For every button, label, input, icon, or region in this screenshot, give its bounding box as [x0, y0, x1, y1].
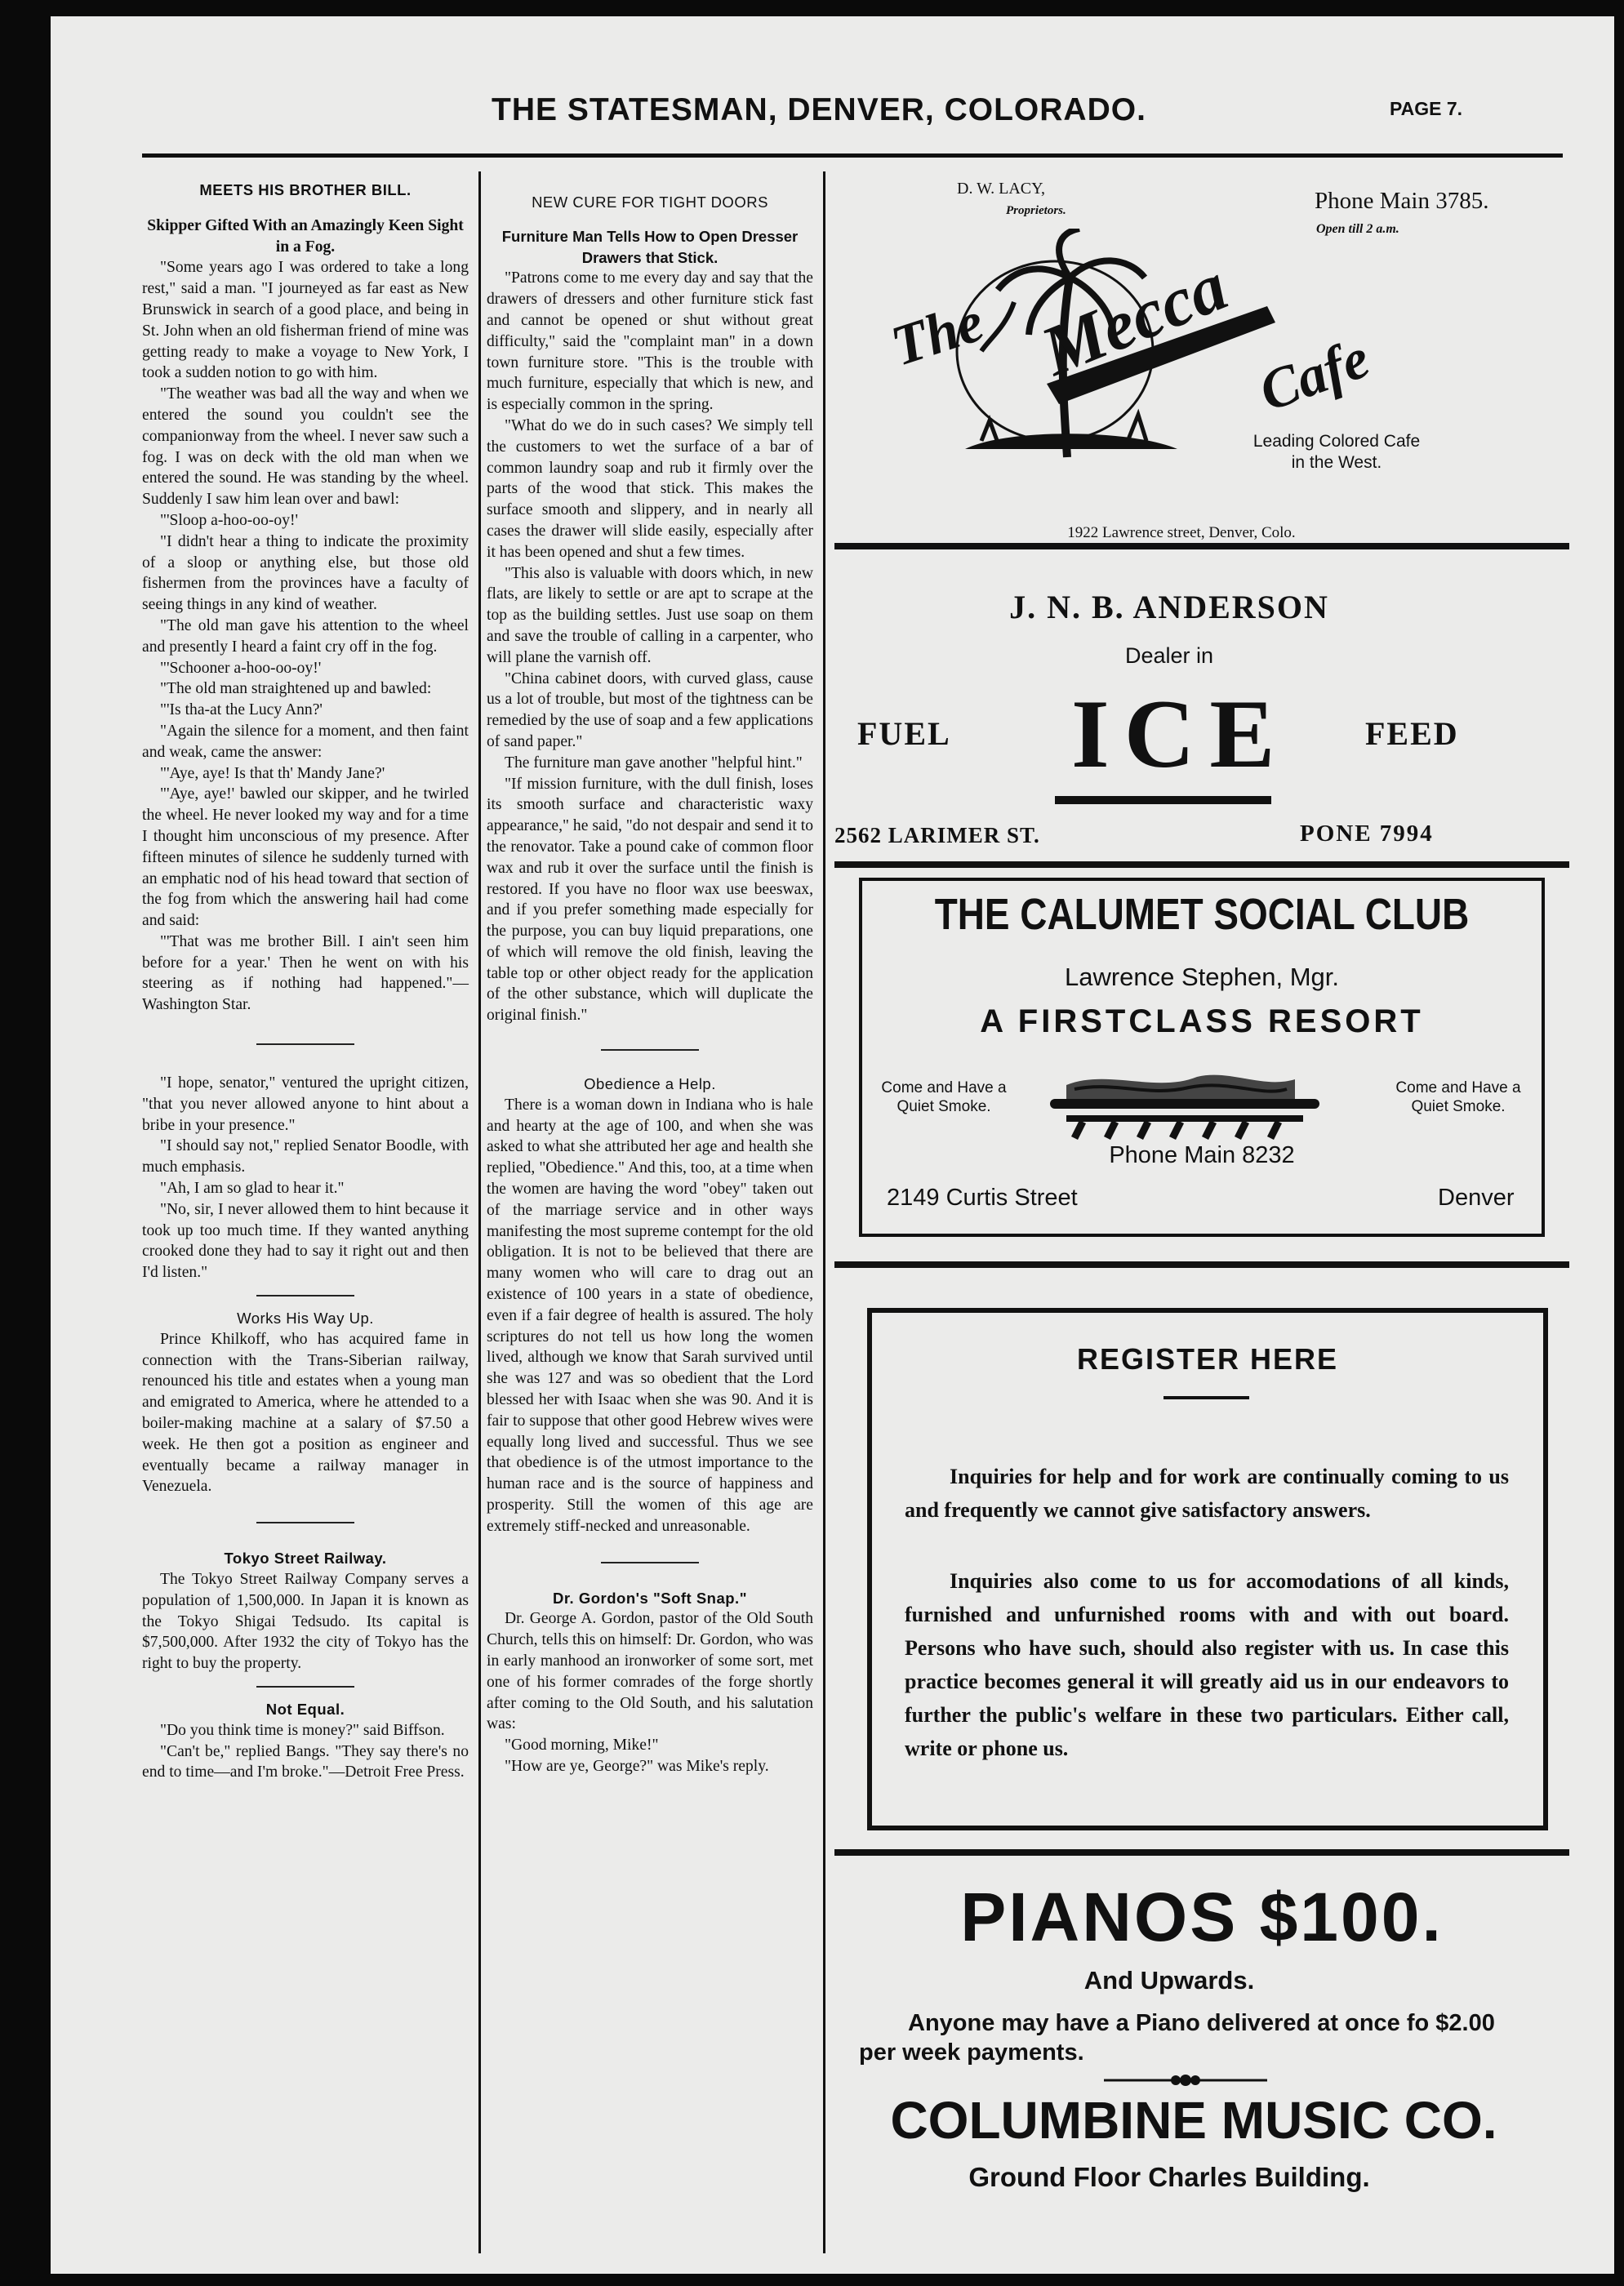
ice-underline [1055, 796, 1271, 804]
calumet-club-ad [859, 878, 1545, 1237]
newspaper-page [51, 16, 1614, 2274]
pianos-sub: And Upwards. [1083, 1966, 1255, 1995]
mecca-tagline: Leading Colored Cafe in the West. [1252, 432, 1421, 472]
story-separator [256, 1043, 354, 1045]
calumet-smoke-left: Come and Have a Quiet Smoke. [881, 1079, 1007, 1115]
calumet-address: 2149 Curtis Street [887, 1185, 1078, 1211]
paragraph: "'Schooner a-hoo-oo-oy!' [160, 659, 322, 677]
paragraph: "If mission furniture, with the dull finish, loses its smooth surface and characteristic waxy appearance," he said, "do not despair and send it to the renovator. Take a pound cake of common floor wax and rub it over the surface until the finish is restored. If you have no floor wax use beeswax, and if you prefer something made especially for the purpose, you can buy liquid preparations, one of which will remove the old finish, leaving the table top or other object ready for the application of the other substance, which will duplicate the original finish." [487, 775, 813, 1025]
ad-divider [834, 861, 1569, 868]
register-paragraph-2: Inquiries also come to us for accomodations of all kinds, furnished and unfurnished rooms with and with out board. Persons who have such, should also register with us. In case this practice becomes general it will greatly aid us in our endeavors to further the public's welfare in these two particulars. Either call, write or phone us. [905, 1569, 1509, 1760]
register-title: REGISTER HERE [1076, 1342, 1339, 1376]
paragraph: Prince Khilkoff, who has acquired fame in connection with the Trans-Siberian railway, renounced his title and estates when a young man and emigrated to America, where he attended to a boiler-making machine at a salary of $7.50 a week. He then got a position as engineer and eventually became a railway manager in Venezuela. [142, 1330, 469, 1496]
paragraph: "This also is valuable with doors which, in new flats, are likely to settle or are apt to scrape at the top as the building settles. Just use soap on them and save the trouble of calling in a carpenter, who will plane the varnish off. [487, 564, 813, 666]
column-divider-1 [478, 171, 481, 2253]
calumet-smoke-right: Come and Have a Quiet Smoke. [1395, 1079, 1521, 1115]
anderson-feed: FEED [1365, 715, 1459, 752]
story-separator [256, 1686, 354, 1688]
register-underline [1163, 1396, 1249, 1399]
mecca-cafe-ad [834, 171, 1569, 547]
column-2 [487, 192, 813, 1777]
anderson-address: 2562 LARIMER ST. [834, 823, 1040, 847]
paragraph: "I hope, senator," ventured the upright citizen, "that you never allowed anyone to hint about a bribe in your presence." [142, 1074, 469, 1134]
mecca-owner-role: Proprietors. [1006, 204, 1066, 217]
paragraph: "What do we do in such cases? We simply tell the customers to wet the surface of a bar of common laundry soap and rub it firmly over the parts of the wood that stick. This makes the surface smooth and slippery, and in nearly all cases the drawer will slide easily, especially after it has been opened and shut a few times. [487, 416, 813, 561]
paragraph: There is a woman down in Indiana who is hale and hearty at the age of 100, and when she was asked to what she attributed her age and health she replied, "Obedience." And this, too, at a time when the women are having the word "obey" taken out of the marriage service and in other ways manifesting the most supreme contempt for the old obligation. It is not to be believed that there are many women who will care to drag out an existence of 100 years in a state of obedience, even if a fair degree of health is assured. The holy scriptures do not tell us how long the women lived, although we know that Sarah survived until she was 127 and was so obedient that the Lord blessed her with Isaac when she was 90. And it is fair to suppose that other good Hebrew wives were equally long lived and successful. Thus we see that obedience is of the utmost importance to the human race and is the source of happiness and prosperity. Still the women of this age are extremely stiff-necked and unreasonable. [487, 1096, 813, 1535]
paragraph: "Good morning, Mike!" [505, 1737, 659, 1755]
column-1 [142, 180, 469, 1783]
anderson-name: J. N. B. ANDERSON [1009, 589, 1329, 625]
masthead-title: THE STATESMAN, DENVER, COLORADO. [492, 92, 1146, 127]
anderson-dealer: Dealer in [1124, 643, 1214, 668]
pianos-company: COLUMBINE MUSIC CO. [890, 2091, 1497, 2150]
paragraph: The furniture man gave another "helpful hint." [505, 754, 803, 772]
mecca-hours: Open till 2 a.m. [1316, 222, 1399, 236]
paragraph: "Ah, I am so glad to hear it." [160, 1180, 345, 1198]
paragraph: "'Sloop a-hoo-oo-oy!' [160, 511, 299, 529]
ad-divider [834, 543, 1569, 549]
story-separator [256, 1295, 354, 1296]
anderson-fuel: FUEL [857, 715, 951, 752]
page-number: PAGE 7. [1390, 98, 1463, 119]
ad-divider [834, 1849, 1569, 1856]
paragraph: "Do you think time is money?" said Biffson. [160, 1721, 445, 1739]
paragraph: "I should say not," replied Senator Boodle, with much emphasis. [142, 1137, 469, 1176]
paragraph: "The old man straightened up and bawled: [160, 680, 432, 698]
paragraph: "How are ye, George?" was Mike's reply. [505, 1757, 769, 1775]
paragraph: "The old man gave his attention to the wheel and presently I heard a faint cry off in the fog. [142, 616, 469, 656]
story-subhead: Skipper Gifted With an Amazingly Keen Sight in a Fog. [147, 216, 464, 256]
register-here-ad [867, 1308, 1548, 1830]
story-subhead: Furniture Man Tells How to Open Dresser Drawers that Stick. [501, 227, 799, 266]
calumet-manager: Lawrence Stephen, Mgr. [1064, 963, 1340, 991]
paragraph: "'Aye, aye!' bawled our skipper, and he twirled the wheel. He never looked my way and for a time I thought him unconscious of my presence. After fifteen minutes of silence he suddenly turned with an emphatic nod of his head toward that section of the fog from which the answering hail had come and said: [142, 785, 469, 930]
anderson-phone: PONE 7994 [1300, 821, 1434, 847]
paragraph: "'Aye, aye! Is that th' Mandy Jane?' [160, 764, 385, 782]
mecca-phone: Phone Main 3785. [1315, 188, 1489, 214]
anderson-ice-ad [834, 555, 1569, 865]
mecca-owner: D. W. LACY, [957, 180, 1045, 198]
calumet-name: THE CALUMET SOCIAL CLUB [934, 890, 1470, 939]
mecca-logo-the: The [883, 290, 991, 379]
calumet-phone: Phone Main 8232 [1109, 1142, 1295, 1168]
paragraph: "Can't be," replied Bangs. "They say there's no end to time—and I'm broke."—Detroit Free Press. [142, 1742, 469, 1781]
paragraph: Dr. George A. Gordon, pastor of the Old South Church, tells this on himself: Dr. Gordon, who was in early manhood an ironworker of some sort, met one of his former comrades of the forge shortly after coming to the Old South, and his salutation was: [487, 1610, 814, 1733]
masthead-rule [142, 153, 1563, 158]
pianos-body: Anyone may have a Piano delivered at once fo $2.00 per week payments. [859, 2010, 1495, 2066]
paragraph: "Again the silence for a moment, and then faint and weak, came the answer: [142, 722, 469, 761]
register-paragraph-1: Inquiries for help and for work are continually coming to us and frequently we cannot give satisfactory answers. [905, 1465, 1509, 1522]
story-title: MEETS HIS BROTHER BILL. [199, 181, 412, 198]
ad-divider [834, 1261, 1569, 1268]
story-title: Works His Way Up. [237, 1310, 374, 1328]
pianos-ad [834, 1861, 1569, 2204]
paragraph: "'Is tha-at the Lucy Ann?' [160, 701, 323, 719]
paragraph: "China cabinet doors, with curved glass, cause us a lot of trouble, but most of the tightness can be remedied by the use of soap and a few applications of sand paper." [487, 669, 813, 750]
story-separator [601, 1562, 699, 1563]
pianos-location: Ground Floor Charles Building. [968, 2162, 1370, 2192]
ornament-divider-icon [1104, 2072, 1267, 2088]
paragraph: "'That was me brother Bill. I ain't seen him before for a year.' Then he went on with his steering as if nothing had happened."—Washington Star. [142, 932, 469, 1014]
story-title: Dr. Gordon's "Soft Snap." [553, 1589, 747, 1607]
paragraph: "Some years ago I was ordered to take a long rest," said a man. "I journeyed as far east as New Brunswick in search of a good place, and being in St. John when an old fisherman friend of mine was getting ready to make a voyage to New York, I took a sudden notion to go with him. [142, 259, 469, 382]
pianos-headline: PIANOS $100. [960, 1879, 1444, 1955]
mecca-logo-name: Mecca [1030, 246, 1238, 391]
story-title: NEW CURE FOR TIGHT DOORS [532, 193, 768, 211]
anderson-ice: ICE [1071, 679, 1290, 788]
mecca-logo-cafe: Cafe [1251, 327, 1377, 424]
cigar-icon [1017, 1065, 1344, 1146]
story-title: Obedience a Help. [584, 1075, 716, 1093]
calumet-resort: A FIRSTCLASS RESORT [980, 1003, 1424, 1039]
paragraph: The Tokyo Street Railway Company serves a population of 1,500,000. In Japan it is known as the Tokyo Shigai Tedsudo. Its capital is $7,500,000. After 1932 the city of Tokyo has the right to buy the property. [142, 1571, 469, 1673]
paragraph: "I didn't hear a thing to indicate the proximity of a sloop or anything else, but those old fishermen from the provinces have a faculty of seeing things in any kind of weather. [142, 532, 469, 614]
paragraph: "The weather was bad all the way and when we entered the sound you couldn't see the companionway from the wheel. I never saw such a fog. I was on deck with the old man when we entered the sound. He was standing by the wheel. Suddenly I saw him lean over and bawl: [142, 385, 469, 509]
story-title: Not Equal. [265, 1701, 345, 1718]
story-separator [256, 1522, 354, 1523]
story-title: Tokyo Street Railway. [224, 1550, 387, 1568]
story-separator [601, 1049, 699, 1051]
calumet-city: Denver [1438, 1185, 1515, 1211]
column-divider-2 [823, 171, 825, 2253]
paragraph: "No, sir, I never allowed them to hint because it took up too much time. If they wanted anything crooked done they had to say it right out and then I'd listen." [142, 1200, 469, 1282]
mecca-address: 1922 Lawrence street, Denver, Colo. [1067, 524, 1296, 541]
paragraph: "Patrons come to me every day and say that the drawers of dressers and other furniture stick fast and cannot be opened or shut without great difficulty," said the "complaint man" in a down town furniture store. "This is the trouble with much furniture, especially that which is new, and is especially common in the spring. [487, 269, 813, 414]
